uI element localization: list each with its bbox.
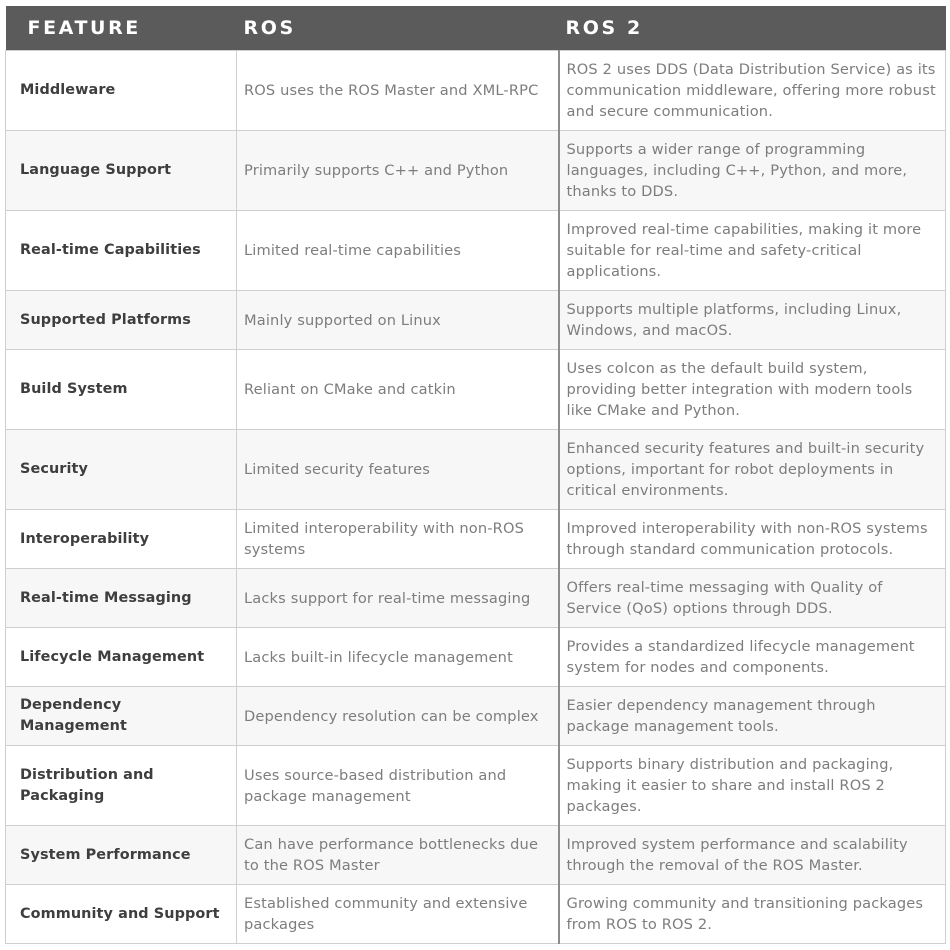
table-row [6, 131, 946, 211]
ros-cell: Reliant on CMake and catkin [237, 350, 559, 430]
ros-cell: Uses source-based distribution and package management [237, 746, 559, 826]
table-row [6, 687, 946, 746]
feature-cell: Interoperability [6, 510, 237, 569]
ros-cell: Dependency resolution can be complex [237, 687, 559, 746]
feature-cell: Build System [6, 350, 237, 430]
feature-cell: Real-time Messaging [6, 569, 237, 628]
header-row [6, 6, 946, 51]
ros2-cell: ROS 2 uses DDS (Data Distribution Service) as its communication middleware, offering more robust and secure communication. [559, 51, 946, 131]
table-row [6, 291, 946, 350]
ros-cell: Established community and extensive packages [237, 885, 559, 944]
ros2-cell: Enhanced security features and built-in security options, important for robot deployments in critical environments. [559, 430, 946, 510]
ros2-cell: Supports binary distribution and packaging, making it easier to share and install ROS 2 packages. [559, 746, 946, 826]
ros2-cell: Offers real-time messaging with Quality of Service (QoS) options through DDS. [559, 569, 946, 628]
ros-cell: Lacks built-in lifecycle management [237, 628, 559, 687]
ros2-cell: Improved interoperability with non-ROS systems through standard communication protocols. [559, 510, 946, 569]
ros2-cell: Improved real-time capabilities, making it more suitable for real-time and safety-critical applications. [559, 211, 946, 291]
table-row [6, 569, 946, 628]
ros-cell: ROS uses the ROS Master and XML-RPC [237, 51, 559, 131]
table-row [6, 211, 946, 291]
feature-cell: Security [6, 430, 237, 510]
feature-cell: Community and Support [6, 885, 237, 944]
ros2-cell: Supports multiple platforms, including Linux, Windows, and macOS. [559, 291, 946, 350]
ros2-cell: Easier dependency management through package management tools. [559, 687, 946, 746]
feature-cell: Language Support [6, 131, 237, 211]
ros-cell: Limited interoperability with non-ROS systems [237, 510, 559, 569]
table-row [6, 350, 946, 430]
table-row [6, 826, 946, 885]
ros-cell: Lacks support for real-time messaging [237, 569, 559, 628]
feature-cell: Dependency Management [6, 687, 237, 746]
feature-cell: Real-time Capabilities [6, 211, 237, 291]
ros2-cell: Supports a wider range of programming languages, including C++, Python, and more, thanks to DDS. [559, 131, 946, 211]
table-header [6, 6, 946, 51]
feature-cell: Middleware [6, 51, 237, 131]
comparison-table [5, 6, 946, 944]
table-body [6, 51, 946, 944]
ros2-cell: Provides a standardized lifecycle management system for nodes and components. [559, 628, 946, 687]
ros-cell: Limited real-time capabilities [237, 211, 559, 291]
feature-cell: Distribution and Packaging [6, 746, 237, 826]
table-row [6, 430, 946, 510]
ros2-cell: Uses colcon as the default build system, providing better integration with modern tools like CMake and Python. [559, 350, 946, 430]
ros2-cell: Growing community and transitioning packages from ROS to ROS 2. [559, 885, 946, 944]
header-ros: ROS [237, 6, 559, 51]
table-row [6, 628, 946, 687]
header-ros2: ROS 2 [559, 6, 946, 51]
table-row [6, 510, 946, 569]
table-row [6, 746, 946, 826]
ros-cell: Limited security features [237, 430, 559, 510]
header-feature: FEATURE [6, 6, 237, 51]
table-row [6, 885, 946, 944]
feature-cell: Supported Platforms [6, 291, 237, 350]
ros2-cell: Improved system performance and scalability through the removal of the ROS Master. [559, 826, 946, 885]
feature-cell: System Performance [6, 826, 237, 885]
ros-cell: Mainly supported on Linux [237, 291, 559, 350]
ros-cell: Can have performance bottlenecks due to the ROS Master [237, 826, 559, 885]
table-row [6, 51, 946, 131]
feature-cell: Lifecycle Management [6, 628, 237, 687]
ros-cell: Primarily supports C++ and Python [237, 131, 559, 211]
